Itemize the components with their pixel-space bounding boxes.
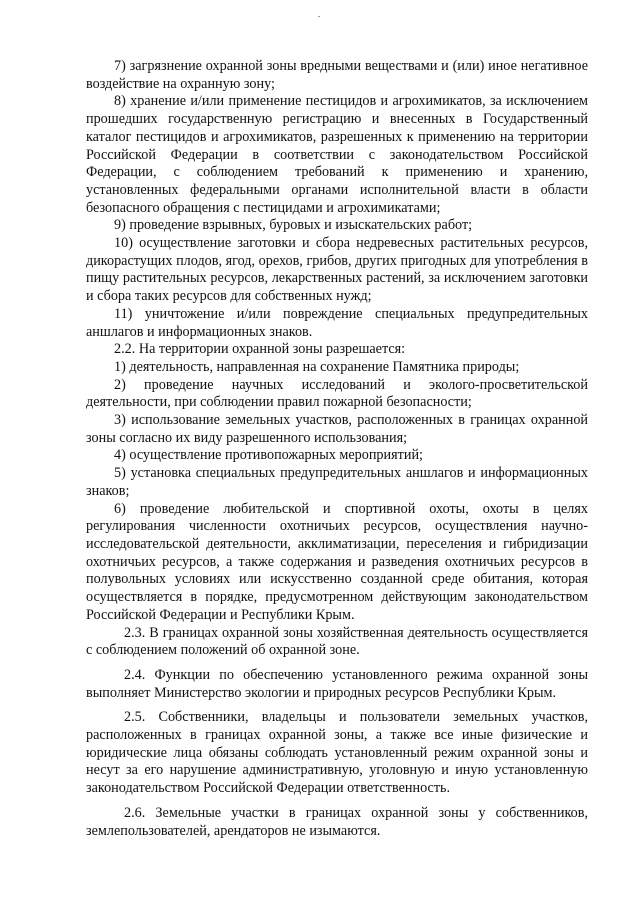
allowed-item-5: 5) установка специальных предупредительных аншлагов и информационных знаков; [86,465,588,499]
allowed-item-4: 4) осуществление противопожарных мероприятий; [114,447,423,464]
allowed-item-2: 2) проведение научных исследований и эколого-просветительской деятельности, при соблюдении правил пожарной безопасности; [86,376,588,411]
section-2-4: 2.4. Функции по обеспечению установленного режима охранной зоны выполняет Министерство экологии и природных ресурсов Республики Крым. [86,666,588,701]
document-body [86,58,588,840]
allowed-item-6: 6) проведение любительской и спортивной охоты, охоты в целях регулирования численности охотничьих ресурсов, осуществления научно-исследовательской деятельности, акклиматизации, переселения и гибридизации охотничьих ресурсов, а также содержания и разведения охотничьих ресурсов в полувольных условиях или искусственно созданной среде обитания, которая осуществляется в порядке, предусмотренном действующим законодательством Российской Федерации и Республики Крым. [86,500,588,623]
section-2-2-heading: 2.2. На территории охранной зоны разрешается: [114,341,406,358]
paragraph-7: 7) загрязнение охранной зоны вредными веществами и (или) иное негативное воздействие на охранную зону; [86,58,588,92]
section-2-3: 2.3. В границах охранной зоны хозяйственная деятельность осуществляется с соблюдением положений об охранной зоне. [86,624,588,659]
paragraph-10: 10) осуществление заготовки и сбора недревесных растительных ресурсов, дикорастущих плодов, ягод, орехов, грибов, других пригодных для употребления в пищу растительных ресурсов, лекарственных растений, за исключением заготовки и сбора таких ресурсов для собственных нужд; [86,235,588,305]
allowed-item-1: 1) деятельность, направленная на сохранение Памятника природы; [114,358,520,375]
section-2-5: 2.5. Собственники, владельцы и пользователи земельных участков, расположенных в границах охранной зоны, а также все иные физические и юридические лица обязаны соблюдать установленный режим охранной зоны и несут за его нарушение административную, уголовную и иную установленную законодательством Российской Федерации ответственность. [86,709,588,797]
section-2-6: 2.6. Земельные участки в границах охранной зоны у собственников, землепользователей, арендаторов не изымаются. [86,804,588,839]
paragraph-11: 11) уничтожение и/или повреждение специальных предупредительных аншлагов и информационных знаков. [86,305,588,340]
scan-speck [318,16,320,17]
allowed-item-3: 3) использование земельных участков, расположенных в границах охранной зоны согласно их виду разрешенного использования; [86,412,588,446]
paragraph-8: 8) хранение и/или применение пестицидов и агрохимикатов, за исключением прошедших государственную регистрацию и внесенных в Государственный каталог пестицидов и агрохимикатов, разрешенных к применению на территории Российской Федерации в соответствии с законодательством Российской Федерации, с соблюдением требований к применению и хранению, установленных федеральными органами исполнительной власти в области безопасного обращения с пестицидами и агрохимикатами; [86,93,588,216]
paragraph-9: 9) проведение взрывных, буровых и изыскательских работ; [114,217,473,234]
